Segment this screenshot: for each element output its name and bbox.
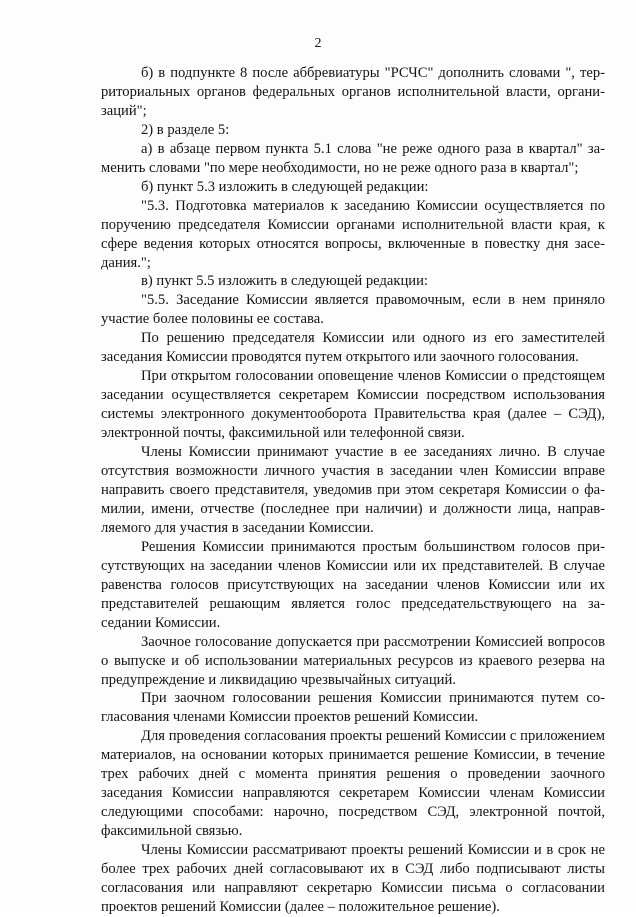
- paragraph-approval-procedure: Для проведения согласования проекты решений Комиссии с приложением материалов, на основании которых принимается решение Комиссии, в течение трех рабочих дней с момента принятия решения о проведении заочного заседания Комиссии направляются секретарем Комиссии членам Комиссии следующими способами: нарочно, посредством СЭД, электронной почтой, факсимильной связью.: [101, 728, 605, 840]
- paragraph-members-review: Члены Комиссии рассматривают проекты решений Комиссии и в срок не более трех рабочих дней согласовывают их в СЭД либо подписывают листы согласования или направляют секретарю Комиссии письма о согласовании проектов решений Комиссии (далее – положительное решение).: [101, 842, 605, 915]
- paragraph-majority-decision: Решения Комиссии принимаются простым большинством голосов присутствующих на заседании членов Комиссии или их представителей. В случае равенства голосов присутствующих на заседании членов Комиссии или их представителей решающим является голос председательствующего на заседании Комиссии.: [101, 538, 605, 631]
- paragraph-personal-participation: Члены Комиссии принимают участие в ее заседаниях лично. В случае отсутствия возможности личного участия в заседании член Комиссии вправе направить своего представителя, уведомив при этом секретаря Комиссии о фамилии, имени, отчестве (последнее при наличии) и должности лица, направляемого для участия в заседании Комиссии.: [101, 444, 605, 536]
- paragraph-voting-forms: По решению председателя Комиссии или одного из его заместителей заседания Комиссии проводятся путем открытого или заочного голосования.: [101, 330, 605, 366]
- paragraph-amendment-a-5-1: а) в абзаце первом пункта 5.1 слова "не реже одного раза в квартал" заменить словами "по мере необходимости, но не реже одного раза в квартал";: [101, 140, 605, 176]
- paragraph-absentee-voting-scope: Заочное голосование допускается при рассмотрении Комиссией вопросов о выпуске и об использовании материальных ресурсов из краевого резерва на предупреждение и ликвидацию чрезвычайных ситуаций.: [101, 633, 605, 688]
- page-number: 2: [314, 36, 322, 51]
- document-body: [101, 64, 605, 917]
- paragraph-amendment-b-rschs: б) в подпункте 8 после аббревиатуры "РСЧС" дополнить словами ", территориальных органов федеральных органов исполнительной власти, организаций";: [101, 65, 605, 119]
- paragraph-absentee-approval: При заочном голосовании решения Комиссии принимаются путем согласования членами Комиссии проектов решений Комиссии.: [101, 690, 605, 726]
- paragraph-amendment-b-5-3: б) пункт 5.3 изложить в следующей редакции:: [141, 178, 429, 195]
- paragraph-amendment-v-5-5: в) пункт 5.5 изложить в следующей редакции:: [141, 273, 428, 290]
- paragraph-clause-5-5-text: "5.5. Заседание Комиссии является правомочным, если в нем приняло участие более половины ее состава.: [101, 292, 605, 328]
- paragraph-open-voting-notice: При открытом голосовании оповещение членов Комиссии о предстоящем заседании осуществляется секретарем Комиссии посредством использования системы электронного документооборота Правительства края (далее – СЭД), электронной почты, факсимильной или телефонной связи.: [101, 368, 605, 442]
- paragraph-section-5: 2) в разделе 5:: [141, 121, 230, 138]
- paragraph-clause-5-3-text: "5.3. Подготовка материалов к заседанию Комиссии осуществляется по поручению председателя Комиссии органами исполнительной власти края, к сфере ведения которых относятся вопросы, включенные в повестку дня заседания.";: [101, 197, 605, 271]
